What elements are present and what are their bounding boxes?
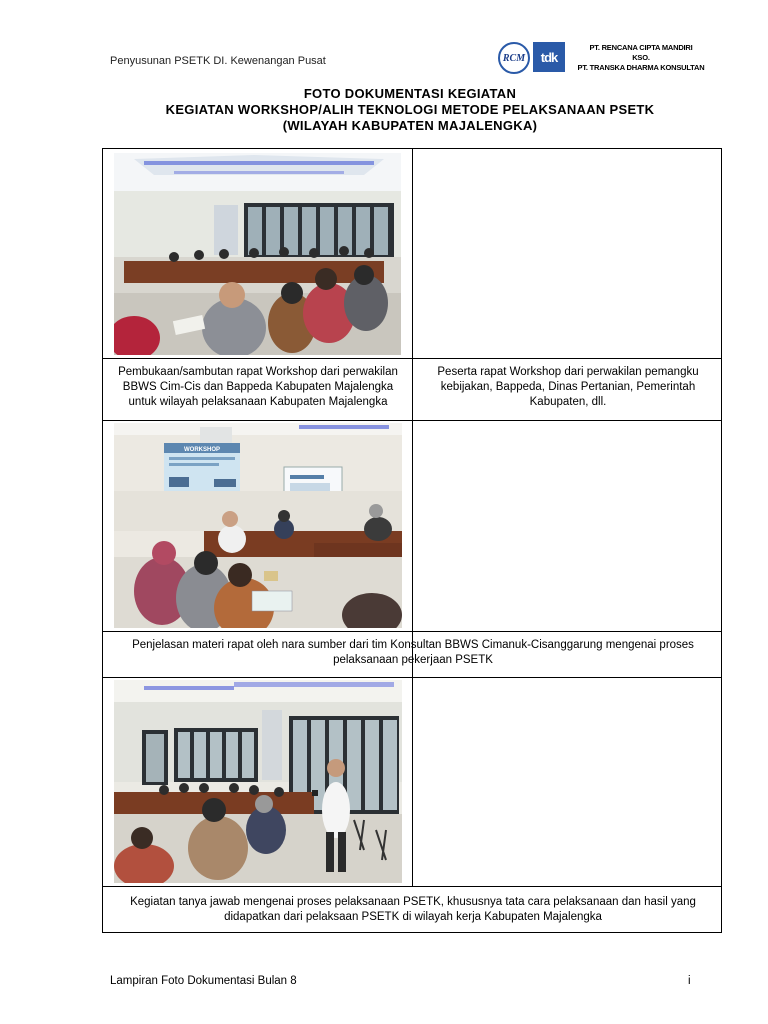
caption-row1-right: Peserta rapat Workshop dari perwakilan pemangku kebijakan, Bappeda, Dinas Pertanian, Pemerintah Kabupaten, dll. [437,366,699,408]
company-line-3: PT. TRANSKA DHARMA KONSULTAN [577,63,705,72]
photo-question-answer [114,680,402,883]
tdk-logo: tdk [533,42,565,72]
row-divider [103,420,721,421]
caption-row1-left: Pembukaan/sambutan rapat Workshop dari perwakilan BBWS Cim-Cis dan Bappeda Kabupaten Majalengka untuk wilayah pelaksanaan Kabupaten Majalengka [118,366,398,408]
poster-title: WORKSHOP [184,447,220,453]
column-divider-row1 [412,149,413,420]
photo-documentation-table [102,148,722,933]
title-line-1: FOTO DOKUMENTASI KEGIATAN [303,86,517,101]
page-number: i [688,975,691,987]
caption-row2: Penjelasan materi rapat oleh nara sumber dari tim Konsultan BBWS Cimanuk-Cisanggarung mengenai proses pelaksanaan pekerjaan PSETK [132,639,694,666]
column-divider-row3 [412,677,413,886]
rcm-logo: RCM [498,42,534,74]
row-divider [103,886,721,887]
title-line-3: (WILAYAH KABUPATEN MAJALENGKA) [282,118,538,133]
title-line-2: KEGIATAN WORKSHOP/ALIH TEKNOLOGI METODE PELAKSANAAN PSETK [165,102,655,117]
photo-presentation [114,423,402,628]
row-divider [103,358,721,359]
company-names [570,43,712,73]
document-header-title: Penyusunan PSETK DI. Kewenangan Pusat [110,55,326,67]
photo-opening-session [114,153,401,355]
caption-row3: Kegiatan tanya jawab mengenai proses pelaksanaan PSETK, khususnya tata cara pelaksanaan dan hasil yang didapatkan dari pelaksaan PSETK di wilayah kerja Kabupaten Majalengka [130,896,696,923]
row-divider [103,631,721,632]
row-divider [103,677,721,678]
footer-title: Lampiran Foto Dokumentasi Bulan 8 [110,975,297,987]
company-line-1: PT. RENCANA CIPTA MANDIRI [589,43,693,52]
page-title [100,86,720,134]
company-line-2: KSO. [632,53,650,62]
